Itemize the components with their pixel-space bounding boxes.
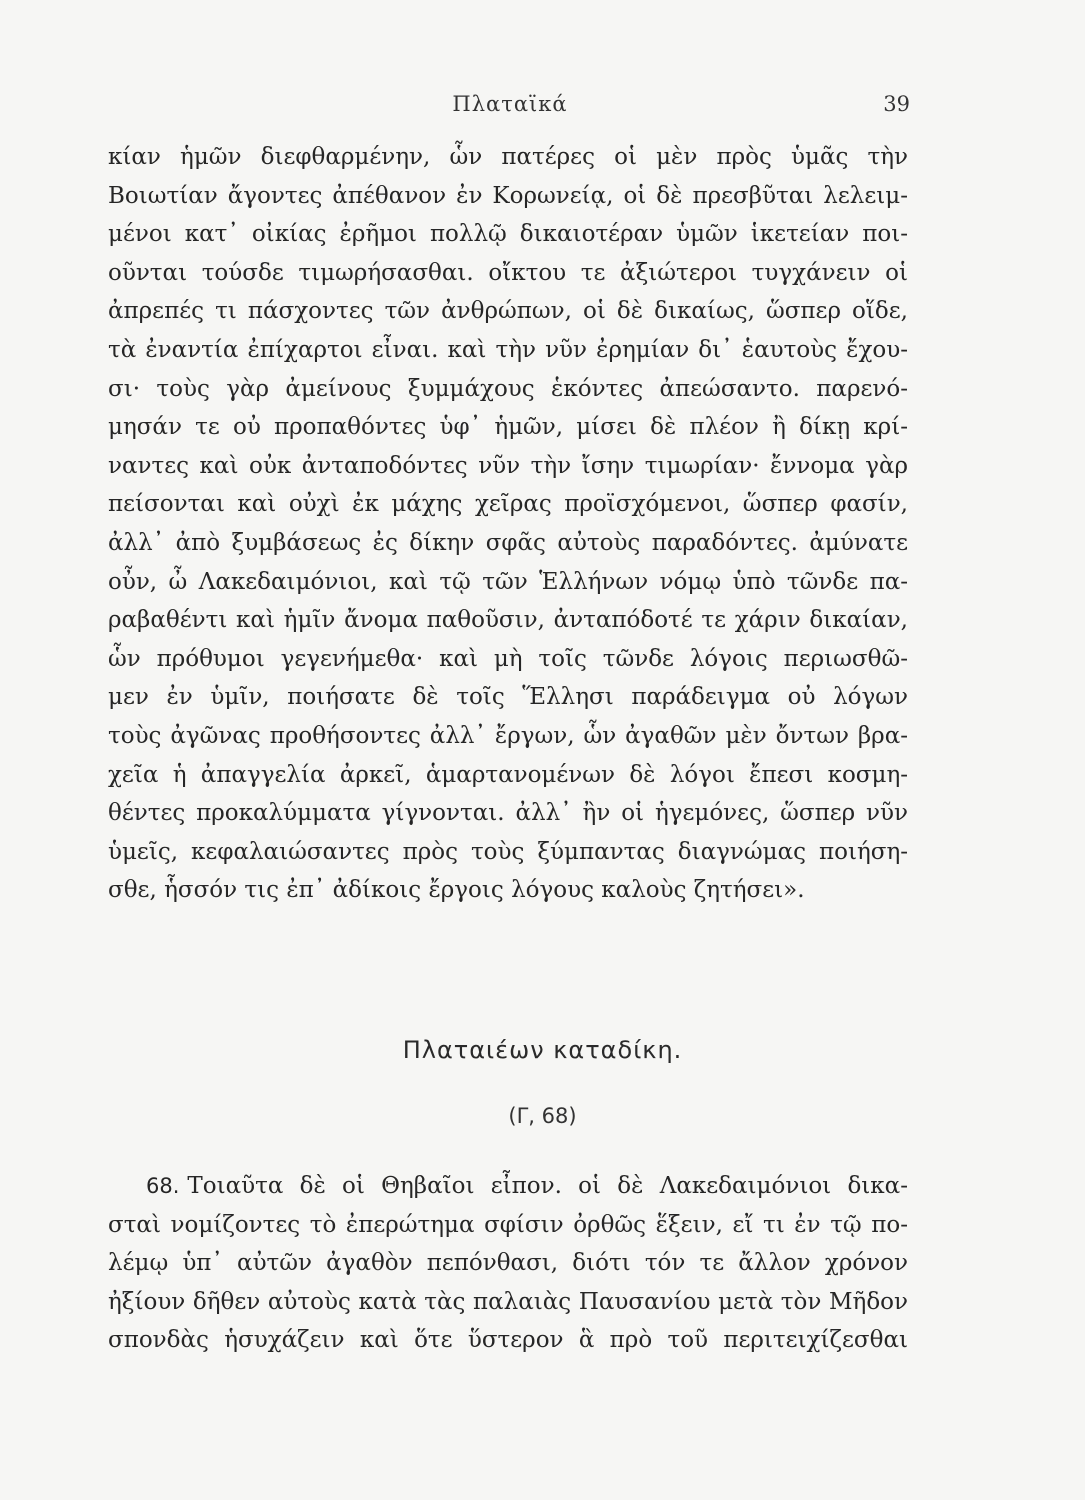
text-line: κίαν ἡμῶν διεφθαρμένην, ὧν πατέρες οἱ μὲν πρὸς ὑμᾶς τὴν <box>108 144 908 170</box>
section-heading: Πλαταιέων καταδίκη. <box>402 1036 683 1064</box>
paragraph-number: 68. <box>146 1174 180 1198</box>
text-line: τὰ ἐναντία ἐπίχαρτοι εἶναι. καὶ τὴν νῦν ἐρημίαν δι᾽ ἑαυτοὺς ἔχου- <box>108 336 908 363</box>
text-line: σθε, ἧσσόν τις ἐπ᾽ ἀδίκοις ἔργοις λόγους καλοὺς ζητήσει». <box>108 877 805 904</box>
text-line: οὖν, ὦ Λακεδαιμόνιοι, καὶ τῷ τῶν Ἑλλήνων νόμῳ ὑπὸ τῶνδε πα- <box>108 568 908 595</box>
text-line: ραβαθέντι καὶ ἡμῖν ἄνομα παθοῦσιν, ἀνταπόδοτέ τε χάριν δικαίαν, <box>108 607 908 634</box>
paragraph-68 <box>108 1167 908 1360</box>
text-line: μένοι κατ᾽ οἰκίας ἐρῆμοι πολλῷ δικαιοτέραν ὑμῶν ἱκετείαν ποι- <box>108 221 908 248</box>
text-line: ἀπρεπές τι πάσχοντες τῶν ἀνθρώπων, οἱ δὲ δικαίως, ὥσπερ οἵδε, <box>108 298 908 325</box>
first-line-text: Τοιαῦτα δὲ οἱ Θηβαῖοι εἶπον. οἱ δὲ Λακεδαιμόνιοι δικα- <box>187 1173 908 1199</box>
text-line: χεῖα ἡ ἀπαγγελία ἀρκεῖ, ἁμαρτανομένων δὲ λόγοι ἔπεσι κοσμη- <box>108 761 908 788</box>
text-line: σι· τοὺς γὰρ ἀμείνους ξυμμάχους ἑκόντες ἀπεώσαντο. παρενό- <box>108 375 908 402</box>
text-line: ὑμεῖς, κεφαλαιώσαντες πρὸς τοὺς ξύμπαντας διαγνώμας ποιήση- <box>108 838 908 865</box>
running-title: Πλαταϊκά <box>452 92 568 116</box>
text-line: σπονδὰς ἡσυχάζειν καὶ ὅτε ὕστερον ἃ πρὸ τοῦ περιτειχίζεσθαι <box>108 1327 908 1354</box>
text-line: ἀλλ᾽ ἀπὸ ξυμβάσεως ἐς δίκην σφᾶς αὐτοὺς παραδόντες. ἀμύνατε <box>108 529 908 556</box>
text-line: Βοιωτίαν ἄγοντες ἀπέθανον ἐν Κορωνείᾳ, οἱ δὲ πρεσβῦται λελειμ- <box>108 182 908 209</box>
text-line: οῦνται τούσδε τιμωρήσασθαι. οἴκτου τε ἀξιώτεροι τυγχάνειν οἱ <box>108 259 908 286</box>
text-line: ἠξίουν δῆθεν αὐτοὺς κατὰ τὰς παλαιὰς Παυσανίου μετὰ τὸν Μῆδον <box>108 1288 908 1315</box>
section-reference: (Γ, 68) <box>508 1104 577 1128</box>
text-line: λέμῳ ὑπ᾽ αὐτῶν ἀγαθὸν πεπόνθασι, διότι τόν τε ἄλλον χρόνον <box>108 1250 908 1277</box>
page-number: 39 <box>883 92 910 116</box>
paragraph-67-continuation <box>108 138 908 910</box>
text-line: τοὺς ἀγῶνας προθήσοντες ἀλλ᾽ ἔργων, ὧν ἀγαθῶν μὲν ὄντων βρα- <box>108 722 908 749</box>
text-line: ναντες καὶ οὐκ ἀνταποδόντες νῦν τὴν ἴσην τιμωρίαν· ἔννομα γὰρ <box>108 452 908 479</box>
text-line: μεν ἐν ὑμῖν, ποιήσατε δὲ τοῖς Ἕλλησι παράδειγμα οὐ λόγων <box>108 684 908 711</box>
running-head <box>110 92 910 122</box>
text-line <box>108 1167 908 1206</box>
text-line: σταὶ νομίζοντες τὸ ἐπερώτημα σφίσιν ὀρθῶς ἕξειν, εἴ τι ἐν τῷ πο- <box>108 1211 908 1238</box>
text-line: μησάν τε οὐ προπαθόντες ὑφ᾽ ἡμῶν, μίσει δὲ πλέον ἢ δίκῃ κρί- <box>108 414 908 441</box>
text-line: θέντες προκαλύμματα γίγνονται. ἀλλ᾽ ἢν οἱ ἡγεμόνες, ὥσπερ νῦν <box>108 800 908 827</box>
text-line: πείσονται καὶ οὐχὶ ἐκ μάχης χεῖρας προϊσχόμενοι, ὥσπερ φασίν, <box>108 491 908 518</box>
text-line: ὧν πρόθυμοι γεγενήμεθα· καὶ μὴ τοῖς τῶνδε λόγοις περιωσθῶ- <box>108 645 908 672</box>
